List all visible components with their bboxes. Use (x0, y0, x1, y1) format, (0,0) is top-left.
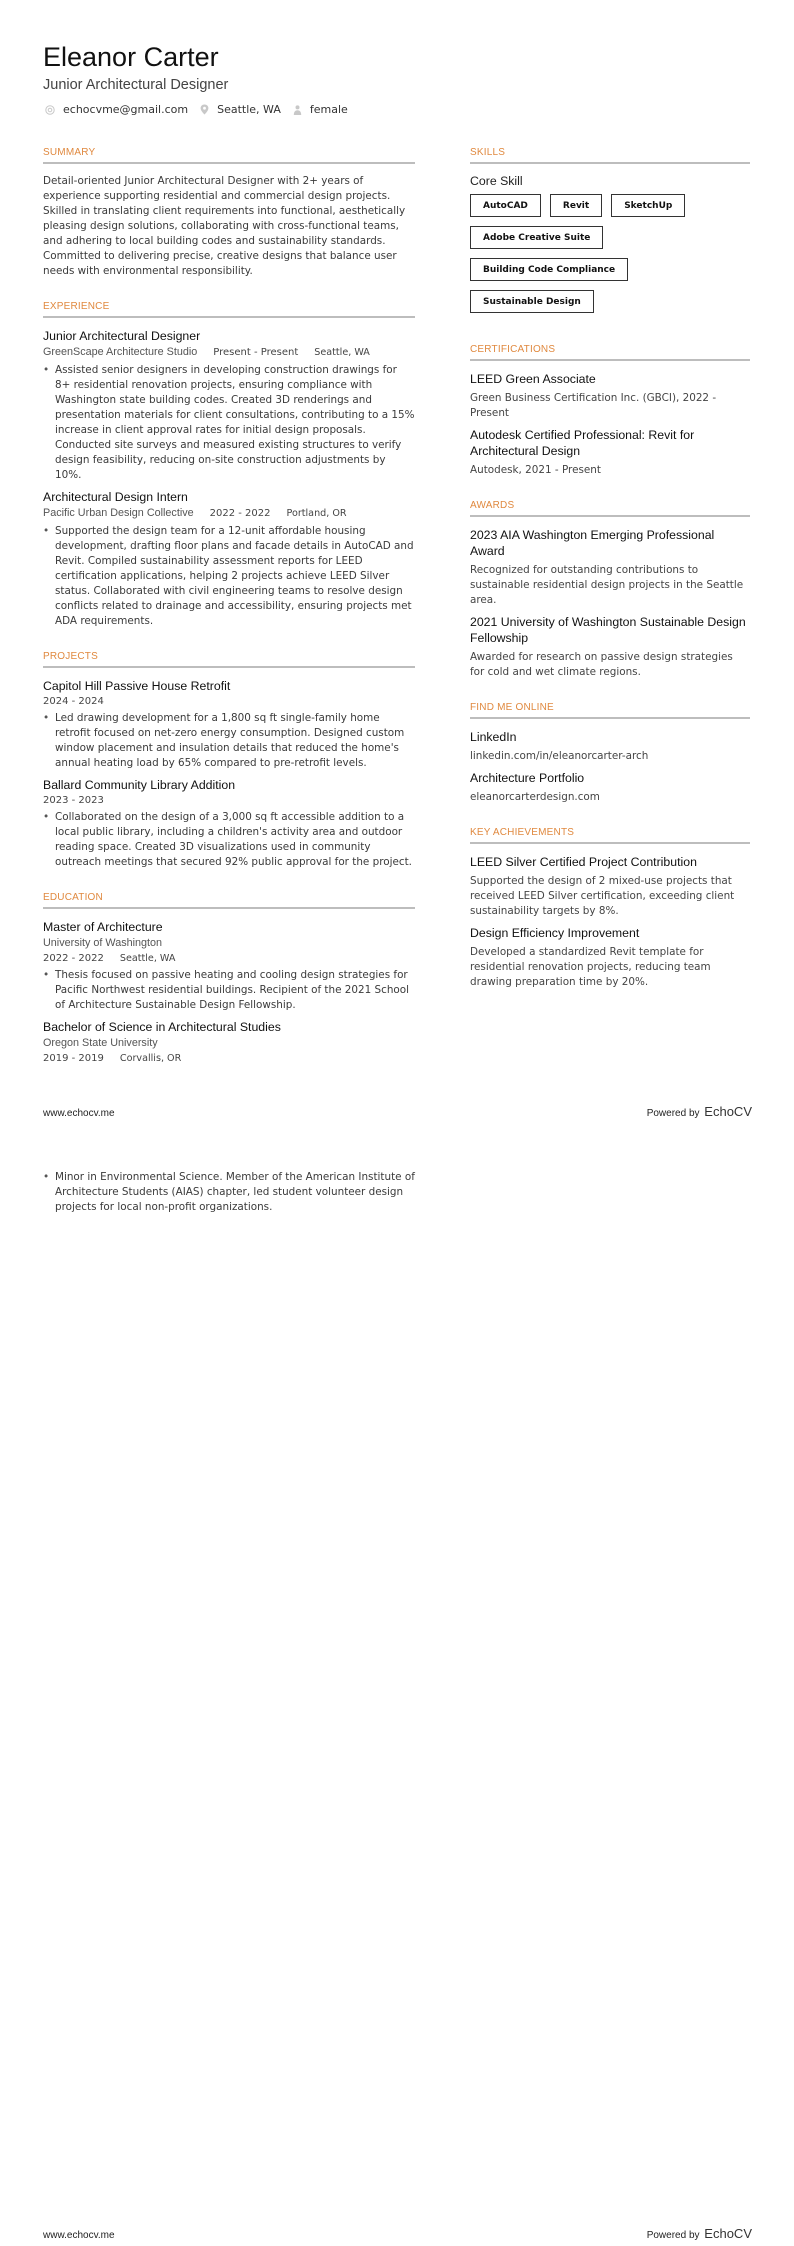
achievements-heading: KEY ACHIEVEMENTS (470, 827, 750, 844)
experience-heading: EXPERIENCE (43, 301, 415, 318)
education-dates: 2022 - 2022 (43, 953, 104, 964)
job-location: Portland, OR (286, 508, 347, 519)
summary-heading: SUMMARY (43, 147, 415, 164)
projects-section (43, 651, 415, 870)
contact-gender-text: female (309, 103, 348, 116)
certification-title: Autodesk Certified Professional: Revit for Architectural Design (470, 428, 695, 458)
project-dates: 2024 - 2024 (43, 696, 104, 707)
online-link-title: Architecture Portfolio (470, 771, 585, 785)
contact-email[interactable] (45, 103, 188, 116)
education-bullets-continued (43, 1170, 423, 1215)
project-bullets (43, 810, 415, 870)
contact-gender (293, 103, 348, 116)
project-dates: 2023 - 2023 (43, 795, 104, 806)
education-section (43, 892, 415, 1066)
skill-tag: Sustainable Design (470, 290, 594, 313)
education-entry (43, 1019, 415, 1066)
online-heading: FIND ME ONLINE (470, 702, 750, 719)
summary-section (43, 147, 415, 279)
footer-url[interactable]: www.echocv.me (43, 1108, 115, 1119)
certifications-heading: CERTIFICATIONS (470, 344, 750, 361)
candidate-title: Junior Architectural Designer (43, 77, 229, 93)
bullet-item: • Led drawing development for a 1,800 sq ft single-family home retrofit focused on net-zero energy consumption. Designed custom window placement and insulation details that reduced the home's annual heating load by 65% compared to pre-retrofit levels. (43, 711, 415, 771)
person-icon (293, 105, 302, 115)
certification-detail: Autodesk, 2021 - Present (470, 464, 601, 476)
bullet-item: • Supported the design team for a 12-unit affordable housing development, drafting floor plans and facade details in AutoCAD and Revit. Compiled sustainability assessment reports for LEED certification applications, helping 2 projects achieve LEED Silver status. Collaborated with civil engineering teams to resolve design conflicts related to drainage and accessibility, ensuring projects met ADA requirements. (43, 524, 415, 629)
education-meta (43, 951, 415, 966)
job-title: Junior Architectural Designer (43, 329, 201, 343)
bullet-item: • Assisted senior designers in developing construction drawings for 8+ residential renovation projects, ensuring compliance with Washington state building codes. Created 3D renderings and presentation materials for client consultations, contributing to a 15% increase in client approval rates for initial design proposals. Conducted site surveys and measured existing structures to verify design feasibility, reducing on-site construction adjustments by 10%. (43, 363, 415, 483)
brand-logo[interactable]: EchoCV (704, 2226, 752, 2241)
experience-entry (43, 328, 415, 483)
achievement-detail: Developed a standardized Revit template for residential renovation projects, reducing team drawing preparation time by 20%. (470, 946, 711, 988)
award-title: 2021 University of Washington Sustainable Design Fellowship (470, 615, 746, 645)
online-link-title: LinkedIn (470, 730, 517, 744)
footer-url[interactable]: www.echocv.me (43, 2230, 115, 2241)
skill-tag: SketchUp (611, 194, 685, 217)
project-title: Capitol Hill Passive House Retrofit (43, 679, 231, 693)
powered-by (647, 1104, 752, 1119)
job-location: Seattle, WA (314, 347, 370, 358)
award-title: 2023 AIA Washington Emerging Professional Award (470, 528, 715, 558)
skills-heading: SKILLS (470, 147, 750, 164)
awards-heading: AWARDS (470, 500, 750, 517)
contact-row (45, 103, 360, 116)
company-name: GreenScape Architecture Studio (43, 346, 198, 358)
skill-tag: Building Code Compliance (470, 258, 628, 281)
skill-group-label: Core Skill (470, 174, 523, 188)
award-detail: Recognized for outstanding contributions to sustainable residential design projects in the Seattle area. (470, 564, 744, 606)
education-meta (43, 1051, 415, 1066)
achievement-detail: Supported the design of 2 mixed-use projects that received LEED Silver certification, exceeding client sustainability targets by 8%. (470, 875, 735, 917)
experience-section (43, 301, 415, 629)
page-footer (43, 2226, 752, 2241)
achievement-title: Design Efficiency Improvement (470, 926, 640, 940)
project-title: Ballard Community Library Addition (43, 778, 236, 792)
linkedin-link[interactable]: linkedin.com/in/eleanorcarter-arch (470, 750, 649, 762)
certification-title: LEED Green Associate (470, 372, 596, 386)
right-column (470, 147, 750, 1012)
brand-logo[interactable]: EchoCV (704, 1104, 752, 1119)
education-location: Seattle, WA (119, 953, 176, 964)
education-dates: 2019 - 2019 (43, 1053, 104, 1064)
portfolio-link[interactable]: eleanorcarterdesign.com (470, 791, 600, 803)
left-column (43, 147, 415, 1088)
contact-location (200, 103, 281, 116)
bullet-item: • Collaborated on the design of a 3,000 sq ft accessible addition to a local public library, including a children's activity area and outdoor reading space. Created 3D visualizations used in community outreach meetings that secured 92% public approval for the project. (43, 810, 415, 870)
skill-tag: AutoCAD (470, 194, 541, 217)
skill-tag: Adobe Creative Suite (470, 226, 603, 249)
skills-section (470, 147, 750, 322)
education-entry (43, 919, 415, 1013)
powered-by-label: Powered by (646, 1108, 700, 1119)
degree-title: Bachelor of Science in Architectural Studies (43, 1020, 281, 1034)
job-bullets (43, 524, 415, 629)
summary-text: Detail-oriented Junior Architectural Designer with 2+ years of experience supporting residential and commercial design projects. Skilled in translating client requirements into functional, aesthetically pleasing design solutions, collaborating with cross-functional teams, and adhering to local building codes and sustainability standards. Committed to delivering precise, creative designs that balance user needs with environmental responsibility. (43, 175, 406, 277)
achievement-title: LEED Silver Certified Project Contribution (470, 855, 697, 869)
job-meta (43, 344, 415, 361)
school-name: Oregon State University (43, 1037, 158, 1049)
school-name: University of Washington (43, 937, 163, 949)
award-detail: Awarded for research on passive design strategies for cold and wet climate regions. (470, 651, 733, 678)
education-location: Corvallis, OR (119, 1053, 182, 1064)
company-name: Pacific Urban Design Collective (43, 507, 194, 519)
degree-title: Master of Architecture (43, 920, 163, 934)
awards-section (470, 500, 750, 680)
experience-entry (43, 489, 415, 629)
at-icon (45, 105, 55, 115)
contact-email-text: echocvme@gmail.com (63, 103, 189, 116)
achievements-section (470, 827, 750, 990)
powered-by-label: Powered by (646, 2230, 700, 2241)
bullet-item: • Thesis focused on passive heating and cooling design strategies for Pacific Northwest residential buildings. Recipient of the 2021 School of Architecture Sustainable Design Fellowship. (43, 968, 415, 1013)
project-bullets (43, 711, 415, 771)
projects-heading: PROJECTS (43, 651, 415, 668)
contact-location-text: Seattle, WA (217, 103, 281, 116)
online-section (470, 702, 750, 805)
candidate-name: Eleanor Carter (43, 42, 219, 72)
job-meta (43, 505, 415, 522)
certification-detail: Green Business Certification Inc. (GBCI), 2022 - Present (470, 392, 717, 419)
bullet-item: • Minor in Environmental Science. Member of the American Institute of Architecture Students (AIAS) chapter, led student volunteer design projects for local non-profit organizations. (43, 1170, 423, 1215)
certifications-section (470, 344, 750, 478)
powered-by (647, 2226, 752, 2241)
map-pin-icon (200, 104, 209, 115)
project-entry (43, 777, 415, 870)
education-heading: EDUCATION (43, 892, 415, 909)
project-entry (43, 678, 415, 771)
job-title: Architectural Design Intern (43, 490, 188, 504)
job-bullets (43, 363, 415, 483)
job-dates: 2022 - 2022 (209, 508, 271, 519)
skill-tag: Revit (550, 194, 602, 217)
page-footer (43, 1104, 752, 1119)
job-dates: Present - Present (213, 347, 299, 358)
education-bullets (43, 968, 415, 1013)
skill-tags (470, 194, 750, 322)
